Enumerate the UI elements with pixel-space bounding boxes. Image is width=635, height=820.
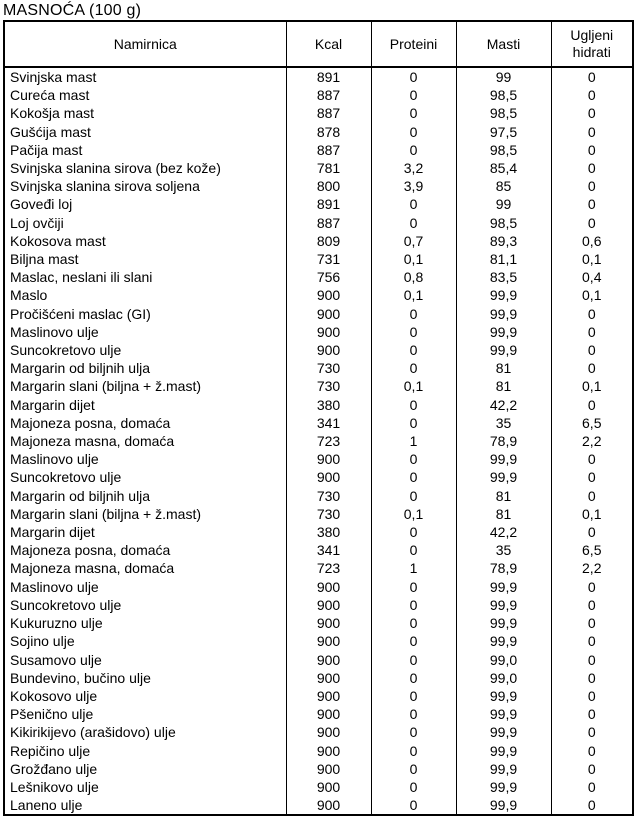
cell-masti: 99,9 (456, 705, 551, 723)
cell-ugljeni-hidrati: 0 (551, 195, 633, 213)
cell-kcal: 723 (286, 559, 371, 577)
cell-kcal: 891 (286, 67, 371, 86)
table-row (4, 450, 633, 468)
cell-ugljeni-hidrati: 0 (551, 104, 633, 122)
table-row (4, 742, 633, 760)
cell-proteini: 0 (371, 487, 456, 505)
cell-masti: 85,4 (456, 159, 551, 177)
cell-proteini: 0,1 (371, 505, 456, 523)
cell-masti: 99,9 (456, 578, 551, 596)
cell-masti: 97,5 (456, 123, 551, 141)
cell-masti: 99,9 (456, 687, 551, 705)
cell-namirnica: Lešnikovo ulje (4, 778, 286, 796)
cell-ugljeni-hidrati: 2,2 (551, 559, 633, 577)
table-row (4, 541, 633, 559)
cell-ugljeni-hidrati: 0 (551, 778, 633, 796)
table-row (4, 232, 633, 250)
cell-ugljeni-hidrati: 0 (551, 86, 633, 104)
cell-ugljeni-hidrati: 0,1 (551, 377, 633, 395)
table-row (4, 687, 633, 705)
cell-ugljeni-hidrati: 6,5 (551, 414, 633, 432)
cell-masti: 99,9 (456, 323, 551, 341)
table-row (4, 67, 633, 86)
cell-kcal: 900 (286, 651, 371, 669)
cell-ugljeni-hidrati: 0,4 (551, 268, 633, 286)
cell-masti: 81 (456, 377, 551, 395)
cell-masti: 78,9 (456, 559, 551, 577)
cell-masti: 99,9 (456, 796, 551, 815)
cell-proteini: 0 (371, 104, 456, 122)
cell-namirnica: Majoneza posna, domaća (4, 541, 286, 559)
cell-kcal: 900 (286, 323, 371, 341)
cell-ugljeni-hidrati: 0 (551, 523, 633, 541)
cell-namirnica: Suncokretovo ulje (4, 596, 286, 614)
cell-ugljeni-hidrati: 0 (551, 760, 633, 778)
table-body (4, 67, 633, 815)
table-row (4, 414, 633, 432)
cell-proteini: 0,7 (371, 232, 456, 250)
cell-namirnica: Margarin slani (biljna + ž.mast) (4, 377, 286, 395)
cell-namirnica: Suncokretovo ulje (4, 341, 286, 359)
cell-proteini: 0 (371, 67, 456, 86)
cell-masti: 78,9 (456, 432, 551, 450)
cell-masti: 99,9 (456, 742, 551, 760)
cell-kcal: 723 (286, 432, 371, 450)
cell-proteini: 0 (371, 141, 456, 159)
cell-ugljeni-hidrati: 0 (551, 305, 633, 323)
cell-namirnica: Pročišćeni maslac (GI) (4, 305, 286, 323)
cell-masti: 99,9 (456, 286, 551, 304)
cell-ugljeni-hidrati: 0 (551, 177, 633, 195)
cell-ugljeni-hidrati: 0,6 (551, 232, 633, 250)
cell-masti: 99 (456, 195, 551, 213)
cell-proteini: 0 (371, 359, 456, 377)
cell-masti: 99,9 (456, 341, 551, 359)
table-row (4, 141, 633, 159)
cell-kcal: 756 (286, 268, 371, 286)
cell-ugljeni-hidrati: 0 (551, 705, 633, 723)
table-row (4, 159, 633, 177)
table-row (4, 177, 633, 195)
cell-namirnica: Maslinovo ulje (4, 323, 286, 341)
cell-kcal: 731 (286, 250, 371, 268)
cell-ugljeni-hidrati: 0 (551, 214, 633, 232)
cell-namirnica: Gušćija mast (4, 123, 286, 141)
table-row (4, 760, 633, 778)
table-row (4, 341, 633, 359)
cell-ugljeni-hidrati: 0,1 (551, 250, 633, 268)
cell-namirnica: Margarin dijet (4, 523, 286, 541)
cell-namirnica: Svinjska slanina sirova (bez kože) (4, 159, 286, 177)
table-row (4, 468, 633, 486)
cell-namirnica: Cureća mast (4, 86, 286, 104)
cell-ugljeni-hidrati: 0 (551, 159, 633, 177)
cell-ugljeni-hidrati: 0 (551, 359, 633, 377)
table-row (4, 359, 633, 377)
cell-kcal: 900 (286, 450, 371, 468)
column-header-namirnica: Namirnica (4, 21, 286, 67)
cell-kcal: 730 (286, 505, 371, 523)
cell-ugljeni-hidrati: 0 (551, 123, 633, 141)
cell-kcal: 878 (286, 123, 371, 141)
cell-namirnica: Kokosova mast (4, 232, 286, 250)
cell-namirnica: Maslac, neslani ili slani (4, 268, 286, 286)
table-row (4, 705, 633, 723)
cell-proteini: 0 (371, 742, 456, 760)
cell-kcal: 900 (286, 742, 371, 760)
cell-masti: 42,2 (456, 396, 551, 414)
nutrition-table (3, 20, 634, 816)
cell-proteini: 0 (371, 614, 456, 632)
cell-masti: 81,1 (456, 250, 551, 268)
cell-ugljeni-hidrati: 0 (551, 578, 633, 596)
cell-masti: 99,9 (456, 760, 551, 778)
cell-masti: 98,5 (456, 214, 551, 232)
cell-namirnica: Suncokretovo ulje (4, 468, 286, 486)
cell-ugljeni-hidrati: 0 (551, 723, 633, 741)
cell-proteini: 0 (371, 468, 456, 486)
table-row (4, 632, 633, 650)
cell-kcal: 380 (286, 396, 371, 414)
cell-proteini: 0 (371, 323, 456, 341)
column-header-proteini: Proteini (371, 21, 456, 67)
cell-ugljeni-hidrati: 0 (551, 742, 633, 760)
cell-proteini: 0 (371, 396, 456, 414)
table-row (4, 596, 633, 614)
cell-proteini: 1 (371, 559, 456, 577)
cell-namirnica: Maslinovo ulje (4, 450, 286, 468)
cell-namirnica: Margarin od biljnih ulja (4, 487, 286, 505)
cell-ugljeni-hidrati: 0 (551, 669, 633, 687)
cell-namirnica: Pšenično ulje (4, 705, 286, 723)
cell-kcal: 900 (286, 760, 371, 778)
cell-masti: 98,5 (456, 104, 551, 122)
cell-ugljeni-hidrati: 0 (551, 687, 633, 705)
cell-namirnica: Bundevino, bučino ulje (4, 669, 286, 687)
cell-kcal: 800 (286, 177, 371, 195)
cell-namirnica: Biljna mast (4, 250, 286, 268)
cell-masti: 98,5 (456, 86, 551, 104)
cell-masti: 89,3 (456, 232, 551, 250)
cell-ugljeni-hidrati: 0 (551, 487, 633, 505)
table-row (4, 396, 633, 414)
cell-masti: 35 (456, 414, 551, 432)
cell-kcal: 887 (286, 104, 371, 122)
cell-proteini: 0 (371, 760, 456, 778)
table-row (4, 796, 633, 815)
cell-masti: 99,9 (456, 596, 551, 614)
table-row (4, 323, 633, 341)
cell-namirnica: Svinjska mast (4, 67, 286, 86)
cell-kcal: 900 (286, 305, 371, 323)
table-header-row (4, 21, 633, 67)
cell-namirnica: Goveđi loj (4, 195, 286, 213)
cell-ugljeni-hidrati: 0,1 (551, 286, 633, 304)
cell-masti: 81 (456, 487, 551, 505)
cell-kcal: 900 (286, 468, 371, 486)
cell-proteini: 0 (371, 596, 456, 614)
table-row (4, 487, 633, 505)
cell-ugljeni-hidrati: 0 (551, 323, 633, 341)
cell-namirnica: Kokošja mast (4, 104, 286, 122)
table-row (4, 505, 633, 523)
cell-kcal: 809 (286, 232, 371, 250)
cell-masti: 99,9 (456, 305, 551, 323)
cell-ugljeni-hidrati: 0 (551, 67, 633, 86)
cell-proteini: 0 (371, 669, 456, 687)
cell-masti: 81 (456, 505, 551, 523)
cell-proteini: 3,9 (371, 177, 456, 195)
cell-kcal: 900 (286, 614, 371, 632)
cell-namirnica: Susamovo ulje (4, 651, 286, 669)
table-row (4, 432, 633, 450)
cell-ugljeni-hidrati: 0 (551, 614, 633, 632)
cell-masti: 81 (456, 359, 551, 377)
table-row (4, 669, 633, 687)
page-title: MASNOĆA (100 g) (3, 2, 142, 19)
cell-proteini: 0 (371, 687, 456, 705)
cell-proteini: 0 (371, 632, 456, 650)
cell-proteini: 0 (371, 523, 456, 541)
cell-kcal: 891 (286, 195, 371, 213)
cell-masti: 35 (456, 541, 551, 559)
cell-proteini: 0 (371, 414, 456, 432)
cell-kcal: 900 (286, 341, 371, 359)
cell-namirnica: Repičino ulje (4, 742, 286, 760)
cell-namirnica: Majoneza masna, domaća (4, 432, 286, 450)
cell-masti: 85 (456, 177, 551, 195)
cell-kcal: 887 (286, 214, 371, 232)
table-row (4, 578, 633, 596)
cell-kcal: 730 (286, 377, 371, 395)
cell-proteini: 0 (371, 705, 456, 723)
cell-proteini: 0,8 (371, 268, 456, 286)
cell-kcal: 900 (286, 778, 371, 796)
cell-kcal: 730 (286, 359, 371, 377)
cell-ugljeni-hidrati: 0 (551, 796, 633, 815)
cell-proteini: 0 (371, 796, 456, 815)
table-row (4, 268, 633, 286)
cell-proteini: 0 (371, 123, 456, 141)
cell-proteini: 0 (371, 341, 456, 359)
cell-kcal: 730 (286, 487, 371, 505)
cell-proteini: 1 (371, 432, 456, 450)
cell-proteini: 0 (371, 305, 456, 323)
cell-namirnica: Grožđano ulje (4, 760, 286, 778)
cell-masti: 99,9 (456, 614, 551, 632)
cell-kcal: 900 (286, 687, 371, 705)
cell-kcal: 900 (286, 286, 371, 304)
table-row (4, 250, 633, 268)
cell-proteini: 0 (371, 450, 456, 468)
cell-namirnica: Kikirikijevo (arašidovo) ulje (4, 723, 286, 741)
cell-ugljeni-hidrati: 0 (551, 632, 633, 650)
cell-kcal: 341 (286, 541, 371, 559)
cell-namirnica: Margarin od biljnih ulja (4, 359, 286, 377)
cell-proteini: 0 (371, 86, 456, 104)
table-row (4, 778, 633, 796)
table-row (4, 559, 633, 577)
cell-proteini: 0,1 (371, 250, 456, 268)
cell-proteini: 0 (371, 778, 456, 796)
cell-namirnica: Maslinovo ulje (4, 578, 286, 596)
column-header-ugljeni-hidrati: Ugljeni hidrati (551, 21, 633, 67)
cell-proteini: 0 (371, 214, 456, 232)
table-row (4, 286, 633, 304)
cell-kcal: 887 (286, 141, 371, 159)
cell-proteini: 0,1 (371, 377, 456, 395)
cell-masti: 83,5 (456, 268, 551, 286)
table-row (4, 86, 633, 104)
cell-masti: 42,2 (456, 523, 551, 541)
cell-kcal: 900 (286, 578, 371, 596)
table-row (4, 305, 633, 323)
cell-proteini: 0 (371, 723, 456, 741)
cell-ugljeni-hidrati: 0 (551, 596, 633, 614)
cell-namirnica: Laneno ulje (4, 796, 286, 815)
cell-masti: 99,9 (456, 632, 551, 650)
table-row (4, 214, 633, 232)
cell-ugljeni-hidrati: 2,2 (551, 432, 633, 450)
table-row (4, 377, 633, 395)
cell-masti: 99,0 (456, 651, 551, 669)
table-row (4, 195, 633, 213)
cell-kcal: 900 (286, 669, 371, 687)
cell-masti: 99,0 (456, 669, 551, 687)
cell-namirnica: Maslo (4, 286, 286, 304)
cell-namirnica: Margarin slani (biljna + ž.mast) (4, 505, 286, 523)
column-header-masti: Masti (456, 21, 551, 67)
cell-ugljeni-hidrati: 0 (551, 396, 633, 414)
cell-kcal: 900 (286, 796, 371, 815)
cell-masti: 99,9 (456, 723, 551, 741)
cell-kcal: 900 (286, 632, 371, 650)
column-header-kcal: Kcal (286, 21, 371, 67)
cell-ugljeni-hidrati: 0 (551, 651, 633, 669)
cell-proteini: 0 (371, 578, 456, 596)
cell-masti: 98,5 (456, 141, 551, 159)
table-row (4, 723, 633, 741)
cell-proteini: 0 (371, 651, 456, 669)
cell-ugljeni-hidrati: 0 (551, 141, 633, 159)
cell-kcal: 887 (286, 86, 371, 104)
cell-ugljeni-hidrati: 0 (551, 341, 633, 359)
cell-masti: 99,9 (456, 778, 551, 796)
table-row (4, 651, 633, 669)
cell-namirnica: Kukuruzno ulje (4, 614, 286, 632)
cell-ugljeni-hidrati: 6,5 (551, 541, 633, 559)
cell-namirnica: Loj ovčiji (4, 214, 286, 232)
table-row (4, 523, 633, 541)
cell-namirnica: Kokosovo ulje (4, 687, 286, 705)
cell-namirnica: Sojino ulje (4, 632, 286, 650)
cell-ugljeni-hidrati: 0 (551, 450, 633, 468)
cell-kcal: 781 (286, 159, 371, 177)
table-row (4, 104, 633, 122)
cell-kcal: 900 (286, 596, 371, 614)
cell-namirnica: Majoneza masna, domaća (4, 559, 286, 577)
cell-kcal: 341 (286, 414, 371, 432)
table-header (4, 21, 633, 67)
cell-namirnica: Margarin dijet (4, 396, 286, 414)
cell-ugljeni-hidrati: 0 (551, 468, 633, 486)
cell-masti: 99,9 (456, 450, 551, 468)
cell-namirnica: Svinjska slanina sirova soljena (4, 177, 286, 195)
cell-kcal: 380 (286, 523, 371, 541)
table-row (4, 614, 633, 632)
cell-ugljeni-hidrati: 0,1 (551, 505, 633, 523)
cell-kcal: 900 (286, 705, 371, 723)
cell-namirnica: Pačija mast (4, 141, 286, 159)
cell-kcal: 900 (286, 723, 371, 741)
cell-proteini: 0,1 (371, 286, 456, 304)
cell-proteini: 0 (371, 195, 456, 213)
cell-masti: 99 (456, 67, 551, 86)
cell-proteini: 3,2 (371, 159, 456, 177)
table-row (4, 123, 633, 141)
cell-namirnica: Majoneza posna, domaća (4, 414, 286, 432)
cell-masti: 99,9 (456, 468, 551, 486)
cell-proteini: 0 (371, 541, 456, 559)
